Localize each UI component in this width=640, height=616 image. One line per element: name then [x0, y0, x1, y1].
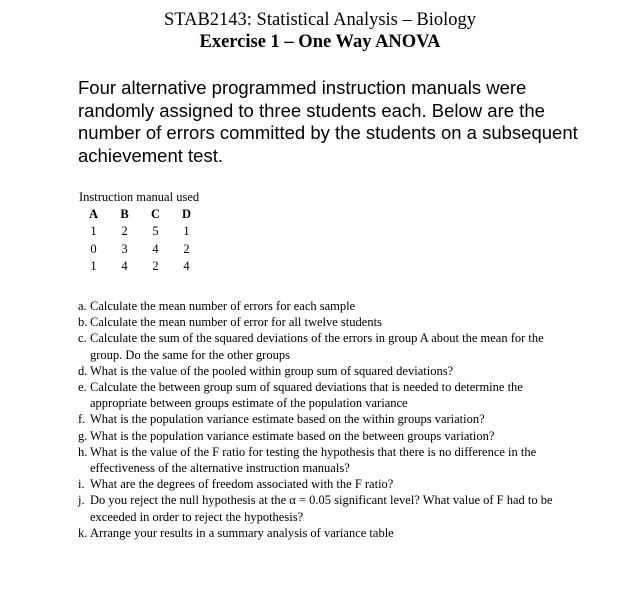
question-text: Calculate the mean number of error for all twelve students	[90, 315, 382, 330]
table-caption: Instruction manual used	[79, 190, 200, 204]
question-label: b.	[78, 315, 88, 330]
table-cell: 1	[183, 224, 190, 239]
column-header-a: A	[88, 207, 99, 222]
table-cell: 4	[121, 259, 128, 274]
table-row	[78, 258, 202, 275]
column-header-c: C	[150, 207, 161, 222]
question-label: a.	[78, 299, 87, 313]
question-item	[78, 363, 563, 379]
question-item	[78, 411, 563, 427]
question-item	[78, 428, 563, 444]
table-cell: 1	[90, 259, 97, 274]
table-row	[78, 241, 202, 258]
table-cell: 3	[121, 241, 128, 256]
question-item	[78, 476, 563, 492]
table-cell: 0	[90, 241, 97, 256]
question-item	[78, 314, 563, 330]
table-row	[78, 223, 202, 240]
question-item	[78, 444, 563, 476]
document-header	[0, 9, 640, 53]
question-label: e.	[78, 380, 87, 395]
errors-table	[78, 206, 202, 275]
course-title: STAB2143: Statistical Analysis – Biology	[163, 10, 476, 30]
question-item	[78, 330, 563, 362]
question-text: Do you reject the null hypothesis at the α = 0.05 significant level? What value of F had to be exceeded in order to reject the hypothesis?	[90, 493, 553, 524]
table-cell: 2	[121, 224, 128, 239]
question-item	[78, 298, 563, 314]
intro-paragraph: Four alternative programmed instruction manuals were randomly assigned to three students each. Below are the number of errors committed by the students on a subsequent achievement test.	[78, 77, 578, 167]
question-text: Calculate the sum of the squared deviations of the errors in group A about the mean for the group. Do the same for the other groups	[90, 331, 544, 362]
table-cell: 5	[152, 224, 159, 239]
column-header-b: B	[120, 207, 129, 222]
question-label: h.	[78, 444, 88, 459]
question-text: What are the degrees of freedom associated with the F ratio?	[90, 477, 394, 492]
table-cell: 1	[90, 224, 97, 239]
question-text: What is the population variance estimate based on the within groups variation?	[90, 412, 485, 427]
question-label: c.	[78, 331, 87, 346]
question-label: d.	[78, 363, 88, 378]
question-label: i.	[78, 477, 85, 492]
question-text: Arrange your results in a summary analysis of variance table	[90, 525, 394, 540]
table-cell: 2	[152, 259, 159, 274]
question-text: What is the population variance estimate based on the between groups variation?	[90, 428, 495, 443]
table-header-row	[78, 206, 202, 223]
table-cell: 4	[152, 241, 159, 256]
question-text: Calculate the between group sum of squared deviations that is needed to determine the appropriate between groups estimate of the population variance	[90, 380, 523, 411]
question-list	[78, 298, 563, 541]
question-text: Calculate the mean number of errors for each sample	[90, 299, 356, 313]
question-item	[78, 379, 563, 411]
table-cell: 2	[183, 241, 190, 256]
exercise-title: Exercise 1 – One Way ANOVA	[199, 32, 441, 52]
question-item	[78, 492, 563, 524]
question-label: j.	[78, 493, 85, 508]
question-label: g.	[78, 428, 88, 443]
question-label: f.	[78, 412, 86, 427]
question-text: What is the value of the pooled within group sum of squared deviations?	[90, 363, 454, 378]
question-item	[78, 525, 563, 541]
column-header-d: D	[181, 207, 192, 222]
question-label: k.	[78, 525, 88, 540]
question-text: What is the value of the F ratio for testing the hypothesis that there is no difference in the effectiveness of the alternative instruction manuals?	[90, 444, 537, 476]
table-cell: 4	[183, 259, 190, 274]
